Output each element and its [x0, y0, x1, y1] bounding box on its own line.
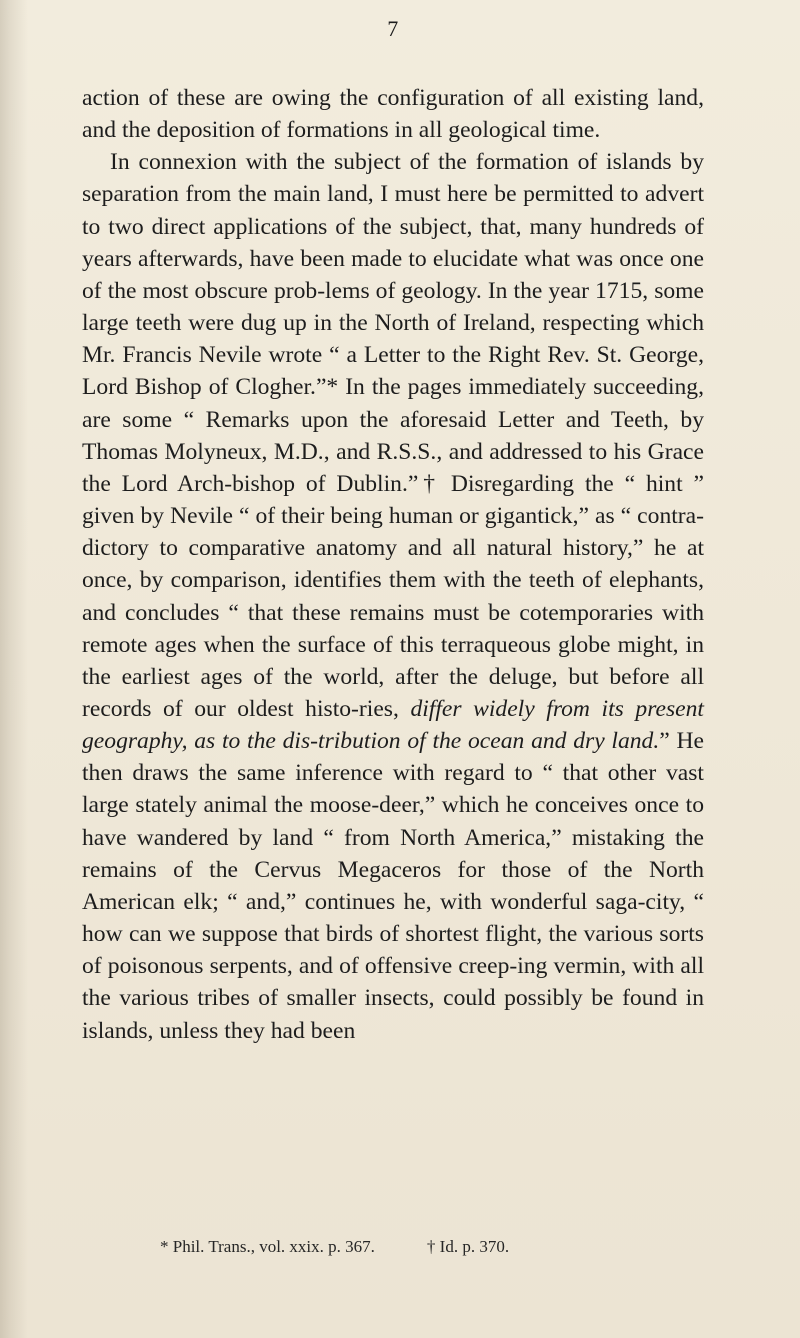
- paragraph-2-italic-phrase: differ widely from its present geography, as to the dis-tribution of the ocean and dry land.: [82, 695, 704, 755]
- footnotes: [160, 1236, 680, 1258]
- page-number: 7: [387, 16, 399, 41]
- paragraph-1: [82, 82, 704, 146]
- paragraph-2-part-3: ” He then draws the same inference with regard to “ that other vast large stately animal the moose-deer,” which he conceives once to have wandered by land “ from North America,” mistaking the remains of the Cervus Megaceros for those of the North American elk; “ and,” continues he, with wonderful saga-city, “ how can we suppose that birds of shortest flight, the various sorts of poisonous serpents, and of offensive creep-ing vermin, with all the various tribes of smaller insects, could possibly be found in islands, unless they had been: [82, 728, 704, 1044]
- footnote-1: * Phil. Trans., vol. xxix. p. 367.: [160, 1237, 375, 1256]
- body-text: [82, 82, 704, 1047]
- paragraph-1-part-1: action of these are owing the configuration of all existing land, and the deposition of formations in all geological time.: [82, 85, 704, 144]
- paragraph-2-part-1: In connexion with the subject of the formation of islands by separation from the main land, I must here be permitted to advert to two direct applications of the subject, that, many hundreds of years afterwards, have been made to elucidate what was once one of the most obscure prob-lems of geology. In the year 1715, some large teeth were dug up in the North of Ireland, respecting which Mr. Francis Nevile wrote “ a Letter to the Right Rev. St. George, Lord Bishop of Clogher.”* In the pages immediately succeeding, are some “ Remarks upon the aforesaid Letter and Teeth, by Thomas Molyneux, M.D., and R.S.S., and addressed to his Grace the Lord Arch-bishop of Dublin.”† Disregarding the “ hint ” given by Nevile “ of their being human or gigantick,” as “ contra-dictory to comparative anatomy and all natural history,” he at once, by comparison, identifies them with the teeth of elephants, and concludes “ that these remains must be cotemporaries with remote ages when the surface of this terraqueous globe might, in the earliest ages of the world, after the deluge, but before all records of our oldest histo-ries,: [82, 149, 704, 722]
- footnote-2: † Id. p. 370.: [426, 1237, 510, 1256]
- paragraph-2: [82, 146, 704, 1046]
